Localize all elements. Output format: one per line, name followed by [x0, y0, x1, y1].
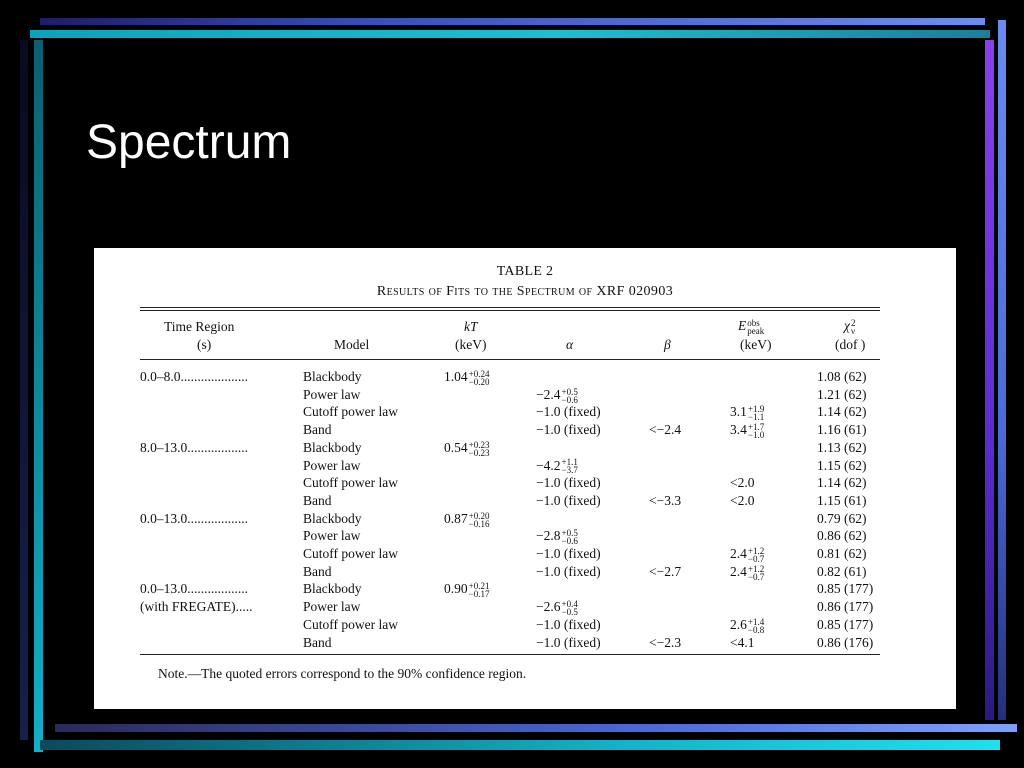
cell-chi2-value: 0.85 (177) — [817, 616, 874, 632]
cell-kt — [444, 369, 489, 386]
cell-model-value: Band — [303, 492, 332, 508]
cell-model-value: Blackbody — [303, 581, 362, 597]
cell-kt-err-lower: −0.16 — [468, 518, 490, 529]
cell-chi2 — [817, 404, 867, 420]
cell-alpha-err-lower: −0.5 — [561, 607, 578, 617]
cell-chi2-value: 1.15 (62) — [817, 457, 867, 473]
cell-beta-value: <−2.7 — [649, 563, 682, 579]
frame-bar-top-cyan — [30, 30, 990, 38]
cell-alpha-value: −4.2 — [536, 457, 561, 473]
cell-epeak — [730, 404, 764, 421]
cell-epeak — [730, 475, 756, 491]
cell-alpha — [536, 617, 602, 633]
table-header-rule — [140, 359, 880, 360]
cell-chi2-value: 1.08 (62) — [817, 369, 867, 384]
cell-alpha — [536, 581, 537, 597]
cell-kt — [444, 404, 445, 420]
cell-alpha — [536, 511, 537, 527]
cell-epeak — [730, 440, 731, 456]
cell-kt — [444, 635, 445, 651]
cell-epeak — [730, 387, 731, 403]
cell-chi2-value: 1.13 (62) — [817, 439, 867, 455]
cell-model-value: Cutoff power law — [303, 404, 398, 420]
cell-epeak-value: <4.1 — [730, 634, 755, 650]
cell-kt-value: 0.90 — [444, 581, 468, 597]
table-image — [94, 248, 956, 709]
cell-alpha — [536, 635, 602, 651]
slide-title: Spectrum — [86, 116, 292, 169]
cell-chi2-value: 0.82 (61) — [817, 563, 867, 579]
cell-kt — [444, 493, 445, 509]
header-epeak — [738, 318, 764, 335]
cell-model — [303, 564, 332, 580]
cell-kt — [444, 528, 445, 544]
frame-bar-left-dark — [20, 40, 28, 740]
header-model: Model — [334, 337, 370, 352]
cell-kt — [444, 475, 445, 491]
cell-beta — [649, 635, 681, 651]
frame-bar-right-purple — [985, 40, 994, 720]
frame-bar-bottom-cyan — [40, 740, 1000, 750]
cell-kt — [444, 581, 489, 598]
cell-alpha — [536, 564, 602, 580]
cell-kt-value: 1.04 — [444, 369, 468, 384]
cell-chi2 — [817, 387, 867, 403]
header-time-unit: (s) — [197, 337, 212, 352]
cell-epeak-err-upper: +1.7 — [747, 422, 765, 432]
cell-chi2-value: 1.14 (62) — [817, 475, 867, 491]
cell-alpha-value: −1.0 (fixed) — [536, 422, 601, 438]
cell-model — [303, 511, 362, 527]
cell-model-value: Blackbody — [303, 439, 362, 455]
cell-kt-err-lower: −0.23 — [468, 447, 490, 458]
cell-chi2 — [817, 458, 867, 474]
cell-model — [303, 387, 360, 403]
cell-chi2-value: 0.86 (177) — [817, 599, 874, 615]
cell-alpha-value: −1.0 (fixed) — [536, 492, 601, 508]
cell-model-value: Power law — [303, 386, 361, 402]
cell-model — [303, 422, 332, 438]
cell-kt-err-upper: +0.20 — [468, 510, 490, 521]
table-note: Note.—The quoted errors correspond to the 90% confidence region. — [158, 666, 527, 681]
header-chi — [844, 318, 855, 335]
header-kt-unit: (keV) — [455, 337, 487, 352]
cell-time-region-value: (with FREGATE)..... — [140, 599, 253, 615]
header-chi-unit: (dof ) — [835, 337, 866, 352]
cell-alpha — [536, 458, 578, 475]
cell-alpha — [536, 475, 602, 491]
frame-bar-left-cyan — [34, 40, 43, 752]
table-label: TABLE 2 — [496, 264, 554, 279]
cell-kt-err-upper: +0.23 — [468, 439, 490, 450]
cell-chi2 — [817, 475, 867, 491]
cell-chi2-value: 1.21 (62) — [817, 386, 867, 402]
header-alpha: α — [566, 337, 574, 352]
cell-kt — [444, 458, 445, 474]
cell-chi2 — [817, 581, 873, 597]
cell-chi2 — [817, 422, 867, 438]
cell-alpha-err-lower: −0.6 — [561, 536, 578, 547]
cell-time-region — [140, 599, 253, 615]
header-time-region: Time Region — [164, 319, 235, 334]
cell-alpha-value: −1.0 (fixed) — [536, 546, 601, 561]
cell-alpha-value: −1.0 (fixed) — [536, 475, 601, 491]
cell-alpha-value: −2.6 — [536, 599, 561, 615]
cell-epeak — [730, 369, 731, 385]
cell-epeak — [730, 617, 764, 634]
cell-model-value: Band — [303, 563, 332, 579]
cell-chi2 — [817, 369, 867, 385]
cell-chi2-value: 0.81 (62) — [817, 546, 867, 561]
cell-time-region — [140, 511, 248, 527]
cell-model — [303, 458, 360, 474]
cell-beta — [649, 493, 681, 509]
header-epeak-unit: (keV) — [740, 337, 772, 352]
cell-model — [303, 617, 398, 633]
cell-epeak-value: 3.1 — [730, 404, 747, 420]
cell-epeak-err-lower: −0.7 — [747, 553, 765, 564]
cell-alpha — [536, 440, 537, 456]
cell-chi2 — [817, 564, 867, 580]
cell-chi2-value: 0.85 (177) — [817, 581, 874, 597]
cell-epeak — [730, 564, 764, 581]
cell-time-region-value: 0.0–8.0.................... — [140, 369, 248, 384]
table-bottom-rule — [140, 654, 880, 655]
cell-model — [303, 635, 332, 651]
cell-model-value: Power law — [303, 457, 361, 473]
cell-epeak-err-upper: +1.2 — [747, 545, 765, 556]
cell-alpha — [536, 528, 578, 545]
table-top-rule-2 — [140, 310, 880, 311]
cell-kt-err-lower: −0.20 — [468, 376, 490, 387]
cell-epeak — [730, 528, 731, 544]
cell-epeak-value: <2.0 — [730, 492, 755, 508]
cell-kt — [444, 422, 445, 438]
cell-alpha — [536, 422, 602, 438]
cell-epeak-value: 2.6 — [730, 616, 747, 632]
cell-model-value: Cutoff power law — [303, 616, 398, 632]
cell-alpha-err-upper: +0.4 — [561, 599, 578, 609]
cell-model — [303, 404, 398, 420]
cell-epeak — [730, 511, 731, 527]
cell-kt — [444, 546, 445, 562]
cell-chi2-value: 0.86 (176) — [817, 634, 874, 650]
cell-alpha-err-upper: +0.5 — [561, 528, 578, 539]
cell-alpha-err-upper: +0.5 — [561, 386, 578, 397]
frame-bar-top-blue — [40, 18, 985, 25]
cell-time-region — [140, 369, 248, 385]
cell-alpha — [536, 387, 578, 404]
cell-chi2 — [817, 528, 867, 544]
cell-beta — [649, 422, 681, 438]
cell-chi2 — [817, 599, 873, 615]
cell-model — [303, 546, 398, 562]
cell-epeak — [730, 635, 756, 651]
cell-model-value: Power law — [303, 528, 361, 544]
cell-beta-value: <−2.4 — [649, 422, 682, 438]
cell-alpha-value: −2.4 — [536, 386, 561, 402]
cell-chi2 — [817, 546, 867, 562]
table-top-rule — [140, 307, 880, 308]
cell-time-region-value: 8.0–13.0.................. — [140, 439, 248, 455]
cell-model-value: Band — [303, 634, 332, 650]
cell-epeak — [730, 546, 764, 563]
cell-chi2-value: 1.14 (62) — [817, 404, 867, 420]
cell-model-value: Band — [303, 422, 332, 438]
cell-model-value: Blackbody — [303, 510, 362, 526]
cell-epeak — [730, 422, 764, 439]
cell-chi2 — [817, 511, 867, 527]
cell-model — [303, 581, 362, 597]
cell-epeak-value: 2.4 — [730, 563, 747, 579]
cell-alpha — [536, 369, 537, 385]
cell-time-region — [140, 440, 248, 456]
cell-chi2-value: 1.15 (61) — [817, 492, 867, 508]
header-kt: kT — [464, 319, 478, 334]
header-chi-sub: ν — [850, 325, 856, 336]
cell-kt-err-lower: −0.17 — [468, 589, 490, 600]
cell-chi2 — [817, 635, 873, 651]
cell-model — [303, 528, 360, 544]
cell-time-region-value: 0.0–13.0.................. — [140, 581, 248, 597]
cell-epeak-err-lower: −1.0 — [747, 430, 765, 440]
cell-beta — [649, 564, 681, 580]
cell-epeak-err-lower: −0.8 — [747, 624, 765, 635]
cell-kt — [444, 440, 489, 457]
cell-epeak — [730, 458, 731, 474]
cell-alpha-value: −2.8 — [536, 528, 561, 544]
cell-epeak-value: 3.4 — [730, 422, 747, 438]
cell-model-value: Cutoff power law — [303, 546, 398, 561]
cell-alpha — [536, 493, 602, 509]
frame-bar-bottom-blue — [55, 724, 1017, 732]
cell-epeak-err-lower: −1.1 — [747, 412, 765, 423]
cell-epeak — [730, 599, 731, 615]
cell-kt — [444, 564, 445, 580]
cell-model-value: Blackbody — [303, 369, 362, 384]
cell-chi2-value: 1.16 (61) — [817, 422, 867, 438]
cell-kt-err-upper: +0.24 — [468, 368, 490, 379]
cell-chi2 — [817, 440, 867, 456]
cell-epeak-err-upper: +1.9 — [747, 404, 765, 415]
cell-model — [303, 475, 398, 491]
cell-chi2-value: 0.86 (62) — [817, 528, 867, 544]
cell-epeak — [730, 493, 756, 509]
cell-kt-err-upper: +0.21 — [468, 581, 490, 592]
cell-alpha-err-lower: −0.6 — [561, 394, 578, 405]
cell-epeak-err-upper: +1.2 — [747, 563, 765, 574]
cell-alpha — [536, 599, 578, 616]
cell-epeak — [730, 581, 731, 597]
cell-epeak-value: <2.0 — [730, 475, 755, 491]
header-epeak-sup: obs — [747, 317, 760, 328]
cell-model — [303, 599, 360, 615]
cell-model — [303, 440, 362, 456]
cell-kt — [444, 617, 445, 633]
cell-kt-value: 0.87 — [444, 510, 468, 526]
header-beta: β — [664, 337, 671, 352]
header-chi-symbol: χ — [844, 318, 850, 333]
cell-alpha-value: −1.0 (fixed) — [536, 404, 601, 420]
header-epeak-symbol: E — [738, 318, 747, 333]
cell-beta-value: <−3.3 — [649, 492, 682, 508]
cell-alpha-err-upper: +1.1 — [561, 457, 578, 468]
header-epeak-sub: peak — [747, 325, 765, 336]
cell-epeak-value: 2.4 — [730, 546, 747, 561]
cell-kt — [444, 511, 489, 528]
cell-chi2 — [817, 493, 867, 509]
cell-kt-value: 0.54 — [444, 439, 468, 455]
cell-epeak-err-upper: +1.4 — [747, 616, 765, 627]
table-caption: Results of Fits to the Spectrum of XRF 020903 — [376, 284, 674, 299]
cell-kt — [444, 599, 445, 615]
cell-model — [303, 369, 362, 385]
cell-chi2-value: 0.79 (62) — [817, 510, 867, 526]
cell-model — [303, 493, 332, 509]
header-chi-sup: 2 — [850, 317, 856, 328]
cell-alpha-value: −1.0 (fixed) — [536, 563, 601, 579]
cell-model-value: Cutoff power law — [303, 475, 398, 491]
cell-alpha — [536, 404, 602, 420]
cell-alpha-value: −1.0 (fixed) — [536, 634, 601, 650]
cell-time-region — [140, 581, 248, 597]
cell-chi2 — [817, 617, 873, 633]
cell-alpha — [536, 546, 602, 562]
cell-kt — [444, 387, 445, 403]
cell-epeak-err-lower: −0.7 — [747, 571, 765, 582]
cell-alpha-value: −1.0 (fixed) — [536, 616, 601, 632]
cell-alpha-err-lower: −3.7 — [561, 465, 578, 476]
cell-beta-value: <−2.3 — [649, 634, 682, 650]
cell-model-value: Power law — [303, 599, 361, 615]
cell-time-region-value: 0.0–13.0.................. — [140, 510, 248, 526]
frame-bar-right-blue — [998, 20, 1006, 720]
